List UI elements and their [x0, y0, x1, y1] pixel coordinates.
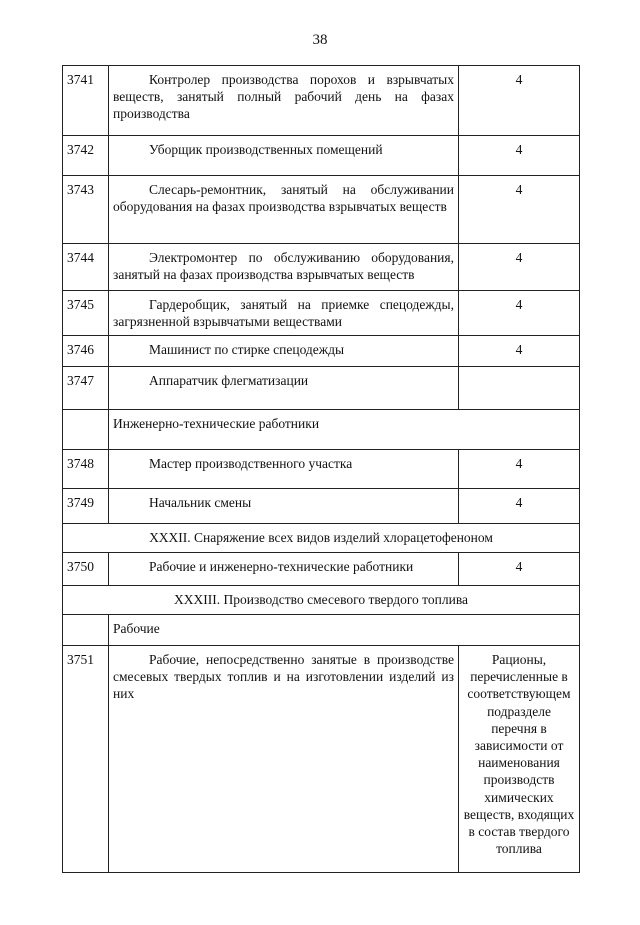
row-number: 3749	[63, 489, 109, 524]
subhead-row	[63, 615, 580, 646]
row-number: 3745	[63, 291, 109, 336]
row-number: 3748	[63, 450, 109, 489]
table-row	[63, 244, 580, 291]
table-row	[63, 176, 580, 244]
profession-name: Гардеробщик, занятый на приемке спецодежды, загрязненной взрывчатыми веществами	[109, 291, 459, 336]
row-number: 3743	[63, 176, 109, 244]
norm-value: 4	[459, 176, 580, 244]
table-row	[63, 489, 580, 524]
row-number: 3744	[63, 244, 109, 291]
subhead-engineering: Инженерно-технические работники	[109, 410, 580, 450]
table-row	[63, 291, 580, 336]
norm-value	[459, 367, 580, 410]
profession-name: Электромонтер по обслуживанию оборудования, занятый на фазах производства взрывчатых веществ	[109, 244, 459, 291]
table-row	[63, 450, 580, 489]
profession-name: Начальник смены	[109, 489, 459, 524]
norm-value: 4	[459, 450, 580, 489]
section-heading-xxxii: XXXII. Снаряжение всех видов изделий хлорацетофеноном	[63, 524, 580, 553]
row-number: 3746	[63, 336, 109, 367]
norm-value: 4	[459, 489, 580, 524]
profession-name: Контролер производства порохов и взрывчатых веществ, занятый полный рабочий день на фазах производства	[109, 66, 459, 136]
norm-value: 4	[459, 136, 580, 176]
table-row	[63, 553, 580, 586]
empty-cell	[63, 615, 109, 646]
norm-value: 4	[459, 244, 580, 291]
table-row	[63, 646, 580, 873]
norm-value: 4	[459, 553, 580, 586]
table-row	[63, 66, 580, 136]
norm-value: 4	[459, 291, 580, 336]
profession-name: Рабочие и инженерно-технические работники	[109, 553, 459, 586]
subhead-workers: Рабочие	[109, 615, 580, 646]
norm-value: 4	[459, 336, 580, 367]
section-heading-xxxiii: XXXIII. Производство смесевого твердого топлива	[63, 586, 580, 615]
row-number: 3742	[63, 136, 109, 176]
table-row	[63, 336, 580, 367]
profession-name: Уборщик производственных помещений	[109, 136, 459, 176]
row-number: 3750	[63, 553, 109, 586]
profession-name: Аппаратчик флегматизации	[109, 367, 459, 410]
profession-name: Слесарь-ремонтник, занятый на обслуживании оборудования на фазах производства взрывчатых веществ	[109, 176, 459, 244]
profession-name: Машинист по стирке спецодежды	[109, 336, 459, 367]
subhead-row	[63, 410, 580, 450]
section-row	[63, 524, 580, 553]
section-row	[63, 586, 580, 615]
profession-name: Мастер производственного участка	[109, 450, 459, 489]
row-number: 3751	[63, 646, 109, 873]
row-number: 3747	[63, 367, 109, 410]
empty-cell	[63, 410, 109, 450]
norm-value: Рационы, перечисленные в соответствующем подразделе перечня в зависимости от наименования производств химических веществ, входящих в состав твердого топлива	[459, 646, 580, 873]
norm-value: 4	[459, 66, 580, 136]
row-number: 3741	[63, 66, 109, 136]
page-number: 38	[312, 32, 328, 48]
norms-table	[62, 65, 580, 873]
table-row	[63, 367, 580, 410]
table-row	[63, 136, 580, 176]
profession-name: Рабочие, непосредственно занятые в производстве смесевых твердых топлив и на изготовлении изделий из них	[109, 646, 459, 873]
